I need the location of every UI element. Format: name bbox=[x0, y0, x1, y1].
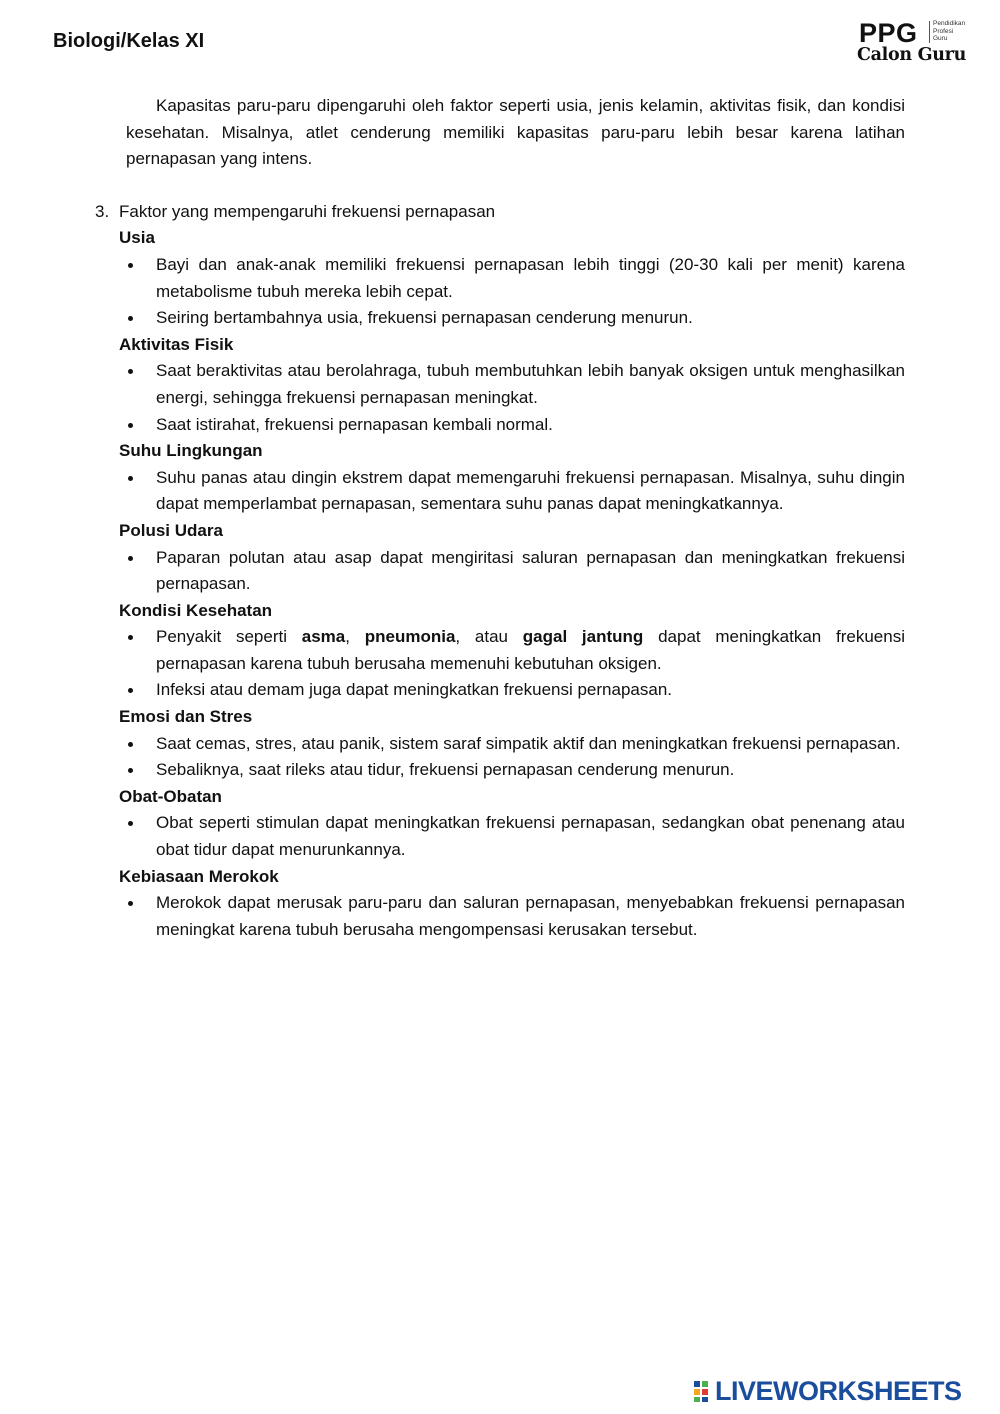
list-item bbox=[156, 731, 905, 758]
list-item bbox=[156, 677, 905, 704]
list-item bbox=[156, 358, 905, 411]
logo-calon-guru-text: Calon Guru bbox=[857, 45, 967, 65]
factor-heading-obat-obatan: Obat-Obatan bbox=[119, 786, 222, 806]
section-title: Faktor yang mempengaruhi frekuensi pernapasan bbox=[119, 201, 496, 221]
list-item bbox=[156, 624, 905, 677]
text-segment: dapat meningkatkan frekuensi pernapasan karena tubuh berusaha memenuhi kebutuhan oksigen. bbox=[156, 627, 905, 673]
list-item-text: Bayi dan anak-anak memiliki frekuensi pernapasan lebih tinggi (20-30 kali per menit) karena metabolisme tubuh mereka lebih cepat. bbox=[156, 254, 905, 301]
text-segment: , bbox=[345, 627, 365, 647]
section-3-heading bbox=[0, 199, 1000, 226]
factor-list-usia bbox=[0, 252, 1000, 332]
bullet-icon bbox=[128, 901, 133, 906]
factor-list-kondisi-kesehatan bbox=[0, 624, 1000, 704]
factor-heading-kondisi-kesehatan: Kondisi Kesehatan bbox=[119, 600, 273, 620]
list-item-text: Infeksi atau demam juga dapat meningkatkan frekuensi pernapasan. bbox=[156, 680, 672, 700]
logo-small-line: Pendidikan bbox=[933, 20, 966, 27]
logo-small-line: Guru bbox=[933, 35, 948, 42]
factor-heading-kebiasaan-merokok: Kebiasaan Merokok bbox=[119, 866, 279, 886]
logo-small-line: Profesi bbox=[933, 27, 954, 35]
logo-divider bbox=[929, 21, 930, 43]
bullet-icon bbox=[128, 821, 133, 826]
list-item bbox=[156, 545, 905, 598]
list-item-text: Saat istirahat, frekuensi pernapasan kembali normal. bbox=[156, 414, 553, 434]
list-item-text: Merokok dapat merusak paru-paru dan saluran pernapasan, menyebabkan frekuensi pernapasan meningkat karena tubuh berusaha mengompensasi kerusakan tersebut. bbox=[156, 893, 905, 939]
bullet-icon bbox=[128, 635, 133, 640]
section-number: 3. bbox=[95, 201, 110, 221]
liveworksheets-brand-text: LIVEWORKSHEETS bbox=[715, 1376, 962, 1406]
document-body bbox=[0, 93, 1000, 943]
logo-ppg-text: PPG bbox=[859, 18, 918, 48]
factor-list-obat-obatan bbox=[0, 810, 1000, 863]
factor-list-emosi-dan-stres bbox=[0, 731, 1000, 784]
ppg-calon-guru-logo bbox=[857, 18, 975, 68]
factor-heading-usia: Usia bbox=[119, 228, 155, 248]
factor-heading-suhu-lingkungan: Suhu Lingkungan bbox=[119, 441, 263, 461]
list-item-text: Saat beraktivitas atau berolahraga, tubuh membutuhkan lebih banyak oksigen untuk menghasilkan energi, sehingga frekuensi pernapasan meningkat. bbox=[156, 361, 905, 407]
bullet-icon bbox=[128, 423, 133, 428]
list-item-text: Seiring bertambahnya usia, frekuensi pernapasan cenderung menurun. bbox=[156, 308, 693, 328]
intro-paragraph: Kapasitas paru-paru dipengaruhi oleh faktor seperti usia, jenis kelamin, aktivitas fisik, dan kondisi kesehatan. Misalnya, atlet cenderung memiliki kapasitas paru-paru lebih besar karena latihan pernapasan yang intens. bbox=[126, 96, 905, 169]
page-header-title: Biologi/Kelas XI bbox=[53, 30, 205, 52]
bullet-icon bbox=[128, 688, 133, 693]
bullet-icon bbox=[128, 369, 133, 374]
logo-small-text bbox=[933, 20, 965, 43]
list-item bbox=[156, 810, 905, 863]
bullet-icon bbox=[128, 316, 133, 321]
bold-term-gagal-jantung: gagal jantung bbox=[522, 627, 644, 647]
liveworksheets-logo-icon bbox=[693, 1379, 715, 1403]
list-item bbox=[156, 412, 905, 439]
list-item bbox=[156, 757, 905, 784]
list-item bbox=[156, 465, 905, 518]
bold-term-asma: asma bbox=[301, 627, 346, 647]
text-segment: Penyakit seperti bbox=[156, 627, 302, 647]
bullet-icon bbox=[128, 556, 133, 561]
list-item bbox=[156, 252, 905, 305]
bullet-icon bbox=[128, 263, 133, 268]
factor-list-suhu-lingkungan bbox=[0, 465, 1000, 518]
bullet-icon bbox=[128, 768, 133, 773]
text-segment: , atau bbox=[455, 627, 523, 647]
list-item-text: Saat cemas, stres, atau panik, sistem saraf simpatik aktif dan meningkatkan frekuensi pernapasan. bbox=[156, 733, 901, 753]
list-item-text: Paparan polutan atau asap dapat mengiritasi saluran pernapasan dan meningkatkan frekuensi pernapasan. bbox=[156, 547, 905, 594]
factor-heading-aktivitas-fisik: Aktivitas Fisik bbox=[119, 334, 234, 354]
list-item-text: Suhu panas atau dingin ekstrem dapat memengaruhi frekuensi pernapasan. Misalnya, suhu dingin dapat memperlambat pernapasan, sementara suhu panas dapat meningkatkannya. bbox=[156, 467, 905, 514]
list-item-text bbox=[156, 627, 905, 673]
list-item-text: Obat seperti stimulan dapat meningkatkan frekuensi pernapasan, sedangkan obat penenang atau obat tidur dapat menurunkannya. bbox=[156, 813, 905, 860]
liveworksheets-footer bbox=[693, 1375, 993, 1407]
factor-heading-polusi-udara: Polusi Udara bbox=[119, 520, 223, 540]
bullet-icon bbox=[128, 742, 133, 747]
bold-term-pneumonia: pneumonia bbox=[364, 627, 456, 647]
factor-heading-emosi-dan-stres: Emosi dan Stres bbox=[119, 707, 253, 727]
list-item-text: Sebaliknya, saat rileks atau tidur, frekuensi pernapasan cenderung menurun. bbox=[156, 760, 735, 780]
factor-list-polusi-udara bbox=[0, 545, 1000, 598]
list-item bbox=[156, 890, 905, 943]
factor-list-aktivitas-fisik bbox=[0, 358, 1000, 438]
bullet-icon bbox=[128, 476, 133, 481]
factor-list-kebiasaan-merokok bbox=[0, 890, 1000, 943]
list-item bbox=[156, 305, 905, 332]
